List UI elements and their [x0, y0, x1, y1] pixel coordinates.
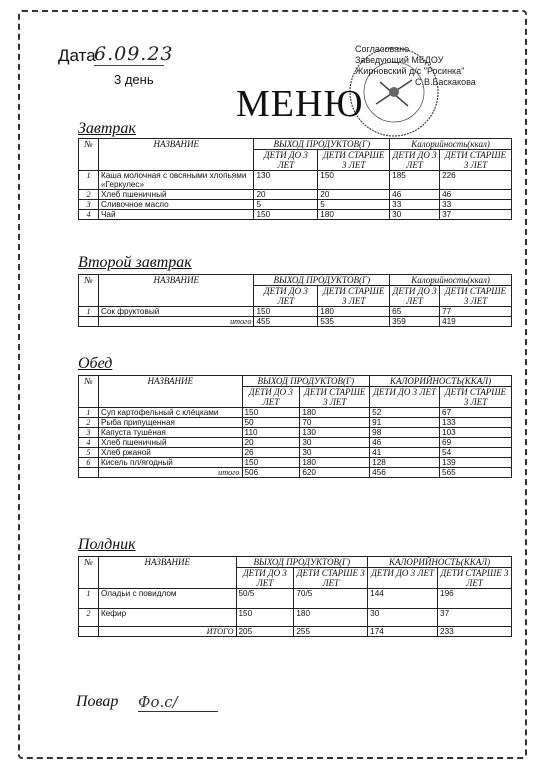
total-label: итого [98, 468, 242, 478]
row-c2: 133 [440, 418, 512, 428]
cook-signature: Фо.с/ [138, 693, 218, 712]
row-num: 1 [79, 307, 99, 317]
row-num: 2 [79, 418, 99, 428]
col-under3: ДЕТИ ДО 3 ЛЕТ [236, 568, 294, 589]
row-c2: 196 [438, 589, 512, 609]
total-row [79, 468, 512, 478]
row-c1: 65 [390, 307, 440, 317]
row-y2: 180 [300, 408, 370, 418]
col-over3: ДЕТИ СТАРШЕ 3 ЛЕТ [440, 387, 512, 408]
row-c2: 54 [440, 448, 512, 458]
row-y1: 150 [254, 307, 318, 317]
col-over3: ДЕТИ СТАРШЕ 3 ЛЕТ [440, 286, 512, 307]
col-name: НАЗВАНИЕ [98, 376, 242, 408]
row-y2: 180 [294, 609, 368, 627]
row-y1: 150 [254, 210, 318, 220]
col-name: НАЗВАНИЕ [98, 139, 254, 171]
row-name: Суп картофельный с клёцками [98, 408, 242, 418]
col-num: № [79, 376, 99, 408]
row-c1: 144 [368, 589, 438, 609]
row-c2: 46 [440, 190, 512, 200]
row-y2: 180 [318, 210, 390, 220]
row-name: Сок фруктовый [98, 307, 254, 317]
total-y2: 535 [318, 317, 390, 327]
table-row [79, 458, 512, 468]
stamp-text [355, 44, 476, 88]
col-under3: ДЕТИ ДО 3 ЛЕТ [370, 387, 440, 408]
col-yield: ВЫХОД ПРОДУКТОВ(Г) [236, 557, 368, 568]
table-row [79, 171, 512, 190]
row-num: 6 [79, 458, 99, 468]
total-y1: 205 [236, 627, 294, 637]
row-y1: 50/5 [236, 589, 294, 609]
row-y1: 110 [242, 428, 300, 438]
row-name: Чай [98, 210, 254, 220]
row-c2: 37 [440, 210, 512, 220]
row-name: Рыба припущенная [98, 418, 242, 428]
col-under3: ДЕТИ ДО 3 ЛЕТ [390, 150, 440, 171]
row-name: Хлеб ржаной [98, 448, 242, 458]
total-c1: 456 [370, 468, 440, 478]
total-c2: 419 [440, 317, 512, 327]
col-cal: Калорийность(ккал) [390, 275, 512, 286]
total-c2: 233 [438, 627, 512, 637]
col-under3: ДЕТИ ДО 3 ЛЕТ [254, 286, 318, 307]
section-title-breakfast: Завтрак [78, 120, 136, 137]
row-y1: 150 [242, 408, 300, 418]
row-c1: 46 [370, 438, 440, 448]
table-row [79, 418, 512, 428]
lunch-table [78, 375, 512, 478]
section-title-second-breakfast: Второй завтрак [78, 254, 192, 271]
stamp-line: Согласовано [355, 44, 410, 54]
total-c1: 174 [368, 627, 438, 637]
row-num: 5 [79, 448, 99, 458]
row-y2: 20 [318, 190, 390, 200]
col-cal: Калорийность(ккал) [390, 139, 512, 150]
row-y2: 30 [300, 438, 370, 448]
col-over3: ДЕТИ СТАРШЕ 3 ЛЕТ [294, 568, 368, 589]
col-over3: ДЕТИ СТАРШЕ 3 ЛЕТ [440, 150, 512, 171]
row-c1: 91 [370, 418, 440, 428]
col-yield: ВЫХОД ПРОДУКТОВ(Г) [242, 376, 370, 387]
breakfast-table [78, 138, 512, 220]
total-c2: 565 [440, 468, 512, 478]
col-num: № [79, 275, 99, 307]
table-row [79, 609, 512, 627]
row-y1: 20 [242, 438, 300, 448]
row-num: 2 [79, 190, 99, 200]
row-c1: 185 [390, 171, 440, 190]
total-label: итого [98, 317, 254, 327]
row-c1: 30 [390, 210, 440, 220]
row-y1: 130 [254, 171, 318, 190]
snack-table [78, 556, 512, 637]
row-y2: 150 [318, 171, 390, 190]
table-row [79, 200, 512, 210]
col-under3: ДЕТИ ДО 3 ЛЕТ [368, 568, 438, 589]
row-y2: 70 [300, 418, 370, 428]
row-num: 3 [79, 200, 99, 210]
row-name: Сливочное масло [98, 200, 254, 210]
row-num: 3 [79, 428, 99, 438]
table-row [79, 589, 512, 609]
section-title-snack: Полдник [78, 536, 136, 553]
total-y1: 506 [242, 468, 300, 478]
row-name: Капуста тушёная [98, 428, 242, 438]
row-c2: 37 [438, 609, 512, 627]
date-label: Дата [58, 46, 96, 65]
row-y1: 5 [254, 200, 318, 210]
row-c2: 226 [440, 171, 512, 190]
table-row [79, 408, 512, 418]
row-y2: 180 [318, 307, 390, 317]
row-c1: 46 [390, 190, 440, 200]
section-title-lunch: Обед [78, 355, 113, 372]
row-y2: 180 [300, 458, 370, 468]
row-num: 4 [79, 210, 99, 220]
col-cal: КАЛОРИЙНОСТЬ(ККАЛ) [368, 557, 512, 568]
col-under3: ДЕТИ ДО 3 ЛЕТ [390, 286, 440, 307]
total-row [79, 317, 512, 327]
row-c2: 139 [440, 458, 512, 468]
row-y2: 130 [300, 428, 370, 438]
cook-label: Повар [76, 693, 119, 710]
table-row [79, 307, 512, 317]
total-y1: 455 [254, 317, 318, 327]
col-over3: ДЕТИ СТАРШЕ 3 ЛЕТ [318, 150, 390, 171]
table-row [79, 190, 512, 200]
table-row [79, 438, 512, 448]
col-under3: ДЕТИ ДО 3 ЛЕТ [254, 150, 318, 171]
total-label: ИТОГО [98, 627, 236, 637]
col-cal: КАЛОРИЙНОСТЬ(ККАЛ) [370, 376, 512, 387]
row-c1: 30 [368, 609, 438, 627]
col-num: № [79, 139, 99, 171]
row-num: 1 [79, 171, 99, 190]
date-value: 6.09.23 [94, 43, 174, 65]
row-c2: 77 [440, 307, 512, 317]
row-name: Оладьи с повидлом [98, 589, 236, 609]
row-name: Кисель пл/ягодный [98, 458, 242, 468]
second-breakfast-table [78, 274, 512, 327]
row-y1: 150 [236, 609, 294, 627]
row-y1: 20 [254, 190, 318, 200]
table-row [79, 428, 512, 438]
row-y1: 50 [242, 418, 300, 428]
row-num: 1 [79, 589, 99, 609]
row-y1: 150 [242, 458, 300, 468]
row-c1: 52 [370, 408, 440, 418]
stamp-line: С.В.Баскакова [415, 77, 476, 87]
row-c2: 33 [440, 200, 512, 210]
row-name: Каша молочная с овсяными хлопьями «Геркулес» [98, 171, 254, 190]
row-num: 4 [79, 438, 99, 448]
row-c2: 103 [440, 428, 512, 438]
col-over3: ДЕТИ СТАРШЕ 3 ЛЕТ [318, 286, 390, 307]
stamp-line: Жирновский д/с "Росинка" [355, 66, 465, 76]
total-y2: 255 [294, 627, 368, 637]
table-row [79, 210, 512, 220]
row-c1: 128 [370, 458, 440, 468]
total-row [79, 627, 512, 637]
row-y2: 70/5 [294, 589, 368, 609]
row-y2: 30 [300, 448, 370, 458]
col-over3: ДЕТИ СТАРШЕ 3 ЛЕТ [438, 568, 512, 589]
row-c2: 69 [440, 438, 512, 448]
row-name: Хлеб пшеничный [98, 190, 254, 200]
row-num: 1 [79, 408, 99, 418]
row-name: Хлеб пшеничный [98, 438, 242, 448]
day-label: 3 день [114, 72, 154, 87]
table-row [79, 448, 512, 458]
col-num: № [79, 557, 99, 589]
total-y2: 620 [300, 468, 370, 478]
col-yield: ВЫХОД ПРОДУКТОВ(Г) [254, 275, 390, 286]
col-name: НАЗВАНИЕ [98, 275, 254, 307]
row-c1: 98 [370, 428, 440, 438]
row-name: Кефир [98, 609, 236, 627]
row-c1: 33 [390, 200, 440, 210]
total-c1: 359 [390, 317, 440, 327]
col-name: НАЗВАНИЕ [98, 557, 236, 589]
row-num: 2 [79, 609, 99, 627]
row-y2: 5 [318, 200, 390, 210]
row-y1: 26 [242, 448, 300, 458]
row-c1: 41 [370, 448, 440, 458]
stamp-line: Заведующий МБДОУ [355, 55, 444, 65]
row-c2: 67 [440, 408, 512, 418]
col-over3: ДЕТИ СТАРШЕ 3 ЛЕТ [300, 387, 370, 408]
col-under3: ДЕТИ ДО 3 ЛЕТ [242, 387, 300, 408]
col-yield: ВЫХОД ПРОДУКТОВ(Г) [254, 139, 390, 150]
page-title: МЕНЮ [236, 83, 364, 125]
